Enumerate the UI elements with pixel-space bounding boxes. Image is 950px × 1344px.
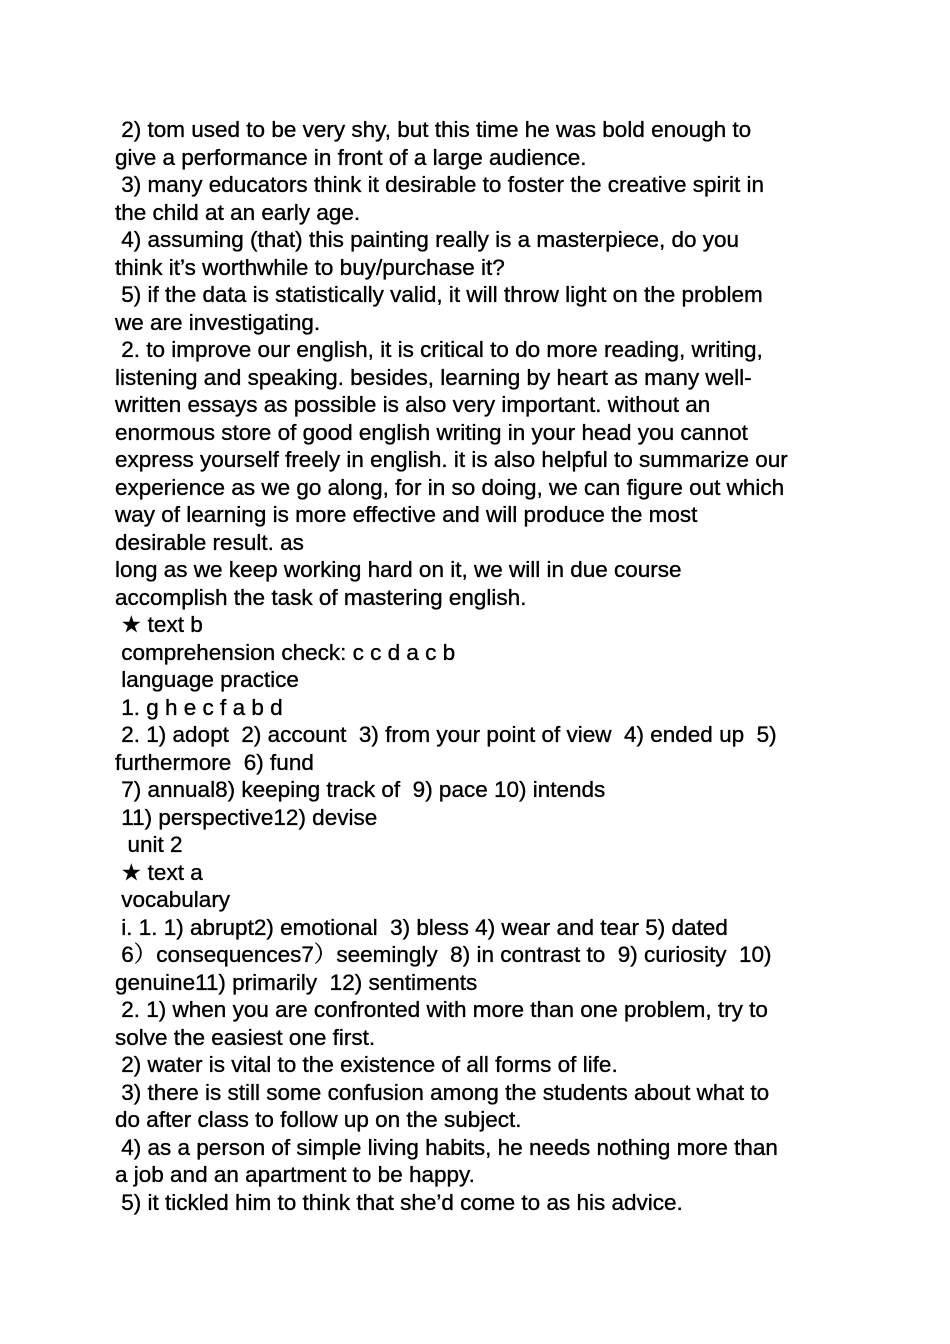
text-line: give a performance in front of a large audience.: [115, 144, 587, 170]
text-line: experience as we go along, for in so doing, we can figure out which: [115, 474, 785, 500]
text-line: express yourself freely in english. it is also helpful to summarize our: [115, 447, 788, 472]
text-line: furthermore 6) fund: [115, 749, 314, 775]
text-line: 2. to improve our english, it is critical to do more reading, writing,: [115, 337, 763, 362]
text-line: 3) there is still some confusion among the students about what to: [115, 1079, 770, 1105]
text-line: vocabulary: [115, 887, 231, 912]
text-line: written essays as possible is also very important. without an: [115, 392, 711, 417]
text-line: 3) many educators think it desirable to foster the creative spirit in: [115, 172, 765, 197]
text-line: way of learning is more effective and will produce the most: [115, 502, 698, 527]
text-line: 5) it tickled him to think that she’d come to as his advice.: [115, 1189, 683, 1215]
text-line: listening and speaking. besides, learning by heart as many well-: [115, 364, 752, 390]
text-line: 7) annual8) keeping track of 9) pace 10) intends: [115, 777, 606, 802]
text-line: 4) assuming (that) this painting really is a masterpiece, do you: [115, 227, 740, 252]
text-line: 2. 1) when you are confronted with more than one problem, try to: [115, 997, 768, 1022]
text-line: 2) water is vital to the existence of all forms of life.: [115, 1052, 618, 1077]
text-line: solve the easiest one first.: [115, 1024, 376, 1050]
text-line: the child at an early age.: [115, 199, 361, 225]
text-line: a job and an apartment to be happy.: [115, 1162, 475, 1187]
text-line: 2) tom used to be very shy, but this time he was bold enough to: [115, 117, 752, 142]
text-line: 2. 1) adopt 2) account 3) from your point of view 4) ended up 5): [115, 722, 777, 747]
text-line: i. 1. 1) abrupt2) emotional 3) bless 4) wear and tear 5) dated: [115, 914, 728, 940]
text-line: do after class to follow up on the subject.: [115, 1107, 522, 1132]
text-line: we are investigating.: [115, 309, 321, 335]
text-line: 5) if the data is statistically valid, it will throw light on the problem: [115, 282, 763, 307]
text-line: think it’s worthwhile to buy/purchase it?: [115, 254, 505, 280]
text-line: 11) perspective12) devise: [115, 804, 378, 830]
text-line: 1. g h e c f a b d: [115, 694, 283, 720]
text-line: ★ text a: [115, 859, 203, 885]
text-line: ★ text b: [115, 612, 203, 637]
text-line: 4) as a person of simple living habits, he needs nothing more than: [115, 1134, 778, 1160]
text-line: comprehension check: c c d a c b: [115, 639, 456, 665]
text-line: accomplish the task of mastering english.: [115, 584, 527, 610]
text-line: genuine11) primarily 12) sentiments: [115, 969, 478, 995]
text-line: enormous store of good english writing in your head you cannot: [115, 419, 748, 445]
text-line: language practice: [115, 667, 299, 692]
text-line: unit 2: [115, 832, 183, 857]
text-line: 6）consequences7）seemingly 8) in contrast to 9) curiosity 10): [115, 942, 772, 967]
document-body: [115, 116, 835, 1216]
text-line: long as we keep working hard on it, we will in due course: [115, 557, 682, 582]
text-line: desirable result. as: [115, 529, 304, 555]
